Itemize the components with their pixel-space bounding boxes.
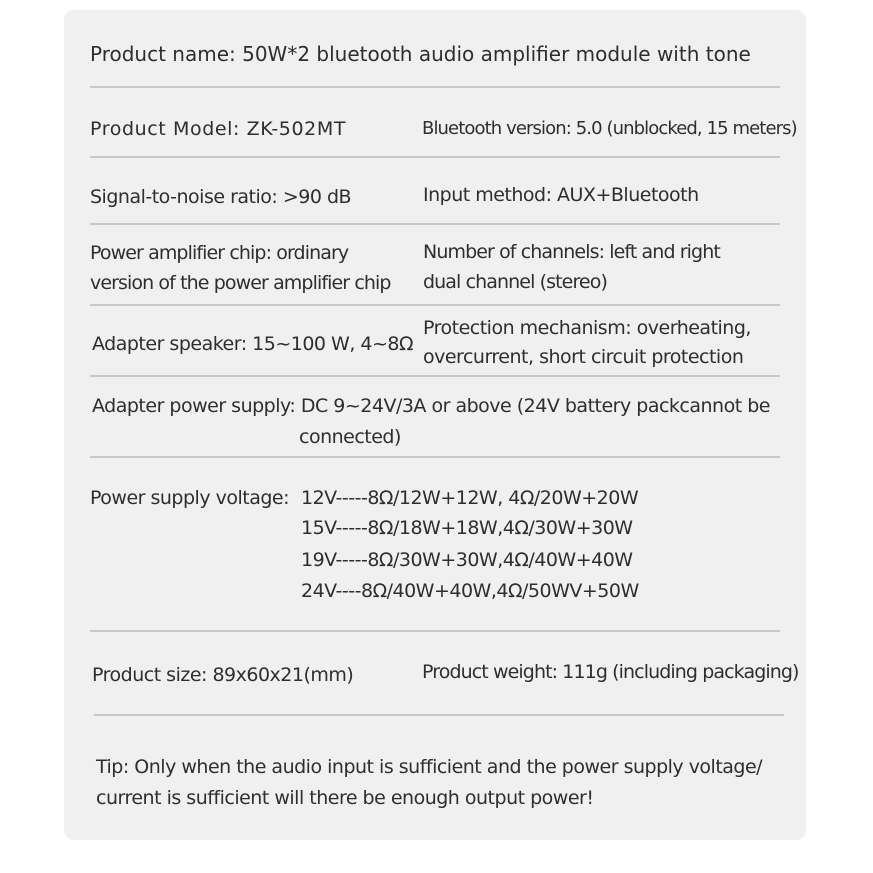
divider [90,375,780,377]
amp-chip-line1: Power amplifier chip: ordinary [90,242,349,264]
protection-line1: Protection mechanism: overheating, [423,317,751,339]
product-model: Product Model: ZK-502MT [90,118,347,140]
divider [90,156,780,158]
tip-line1: Tip: Only when the audio input is sufficient and the power supply voltage/ [96,756,763,778]
power-supply-label: Power supply voltage: [90,487,290,509]
divider [90,304,780,306]
adapter-power-line2: connected) [299,426,401,448]
power-supply-row: 15V-----8Ω/18W+18W,4Ω/30W+30W [301,517,633,539]
divider [94,714,784,716]
input-method: Input method: AUX+Bluetooth [423,184,699,206]
product-name: Product name: 50W*2 bluetooth audio amplifier module with tone [90,42,751,66]
divider [90,86,780,88]
divider [90,223,780,225]
divider [90,630,780,632]
adapter-speaker: Adapter speaker: 15~100 W, 4~8Ω [92,333,414,355]
product-size: Product size: 89x60x21(mm) [92,664,354,686]
power-supply-row: 24V----8Ω/40W+40W,4Ω/50WV+50W [301,580,639,602]
adapter-power-line1: Adapter power supply: DC 9~24V/3A or above (24V battery packcannot be [92,395,770,417]
divider [90,456,780,458]
channels-line2: dual channel (stereo) [423,271,607,293]
amp-chip-line2: version of the power amplifier chip [90,272,391,294]
tip-line2: current is sufficient will there be enough output power! [96,787,594,809]
bluetooth-version: Bluetooth version: 5.0 (unblocked, 15 meters) [422,118,797,139]
channels-line1: Number of channels: left and right [423,241,720,263]
power-supply-row: 12V-----8Ω/12W+12W, 4Ω/20W+20W [301,487,639,509]
power-supply-row: 19V-----8Ω/30W+30W,4Ω/40W+40W [301,549,633,571]
product-weight: Product weight: 111g (including packaging) [422,661,799,683]
snr: Signal-to-noise ratio: >90 dB [90,186,352,208]
protection-line2: overcurrent, short circuit protection [423,346,744,368]
